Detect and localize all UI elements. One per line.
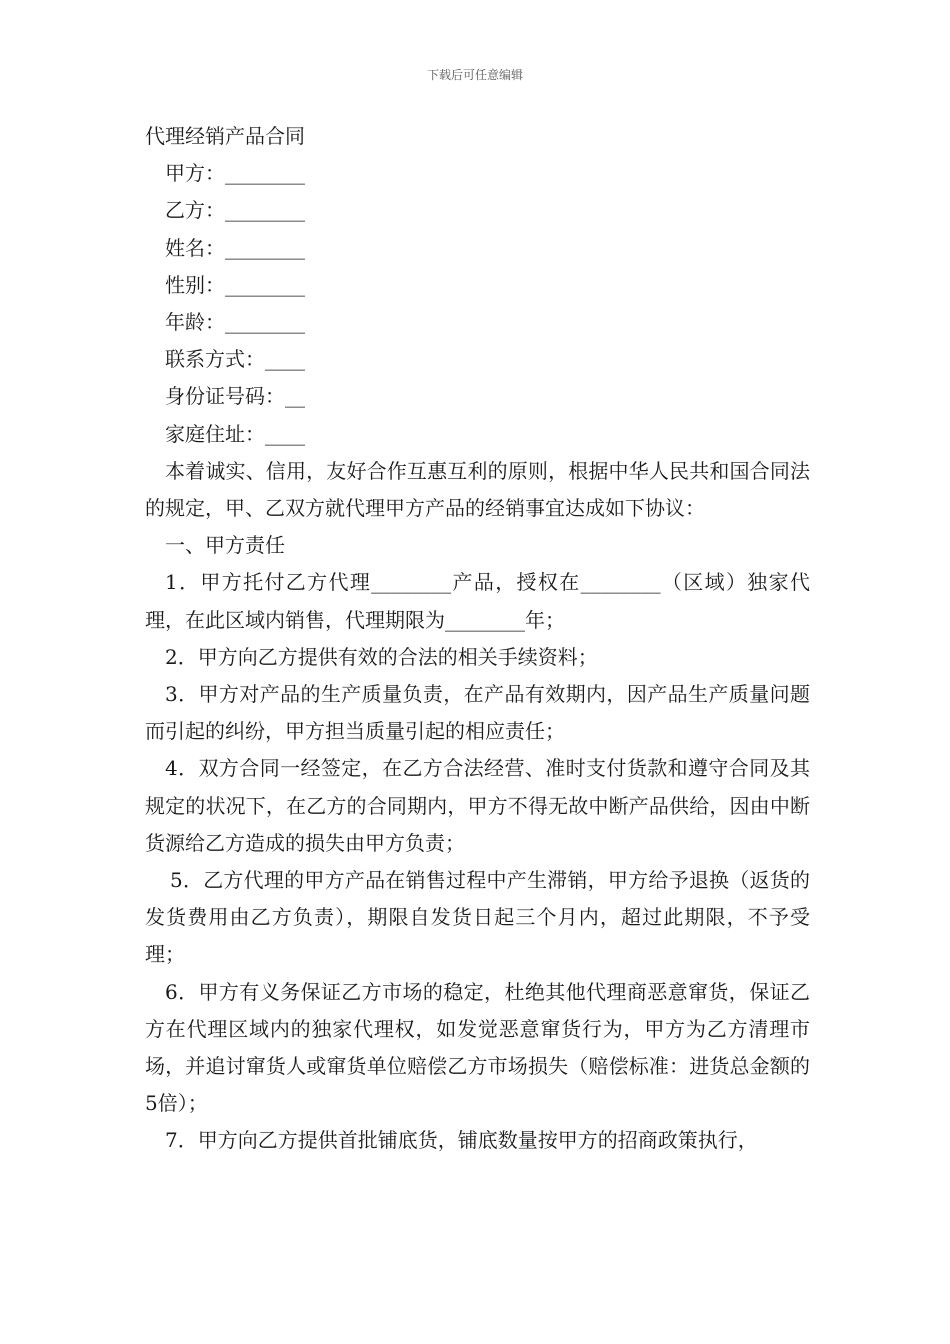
page-header-note: 下载后可任意编辑 xyxy=(426,68,523,82)
clause-7: 7．甲方向乙方提供首批铺底货，铺底数量按甲方的招商政策执行， xyxy=(165,1128,758,1153)
field-id-number: 身份证号码：__ xyxy=(165,384,305,409)
section-heading: 一、甲方责任 xyxy=(165,533,285,558)
field-gender: 性别：________ xyxy=(165,272,305,297)
clause-3: 3．甲方对产品的生产质量负责，在产品有效期内，因产品生产质量问题而引起的纠纷，甲方担当质量引起的相应责任； xyxy=(145,682,810,744)
field-name: 姓名：________ xyxy=(165,235,305,260)
contract-document xyxy=(145,118,810,1160)
field-party-a: 甲方：________ xyxy=(165,161,305,186)
clause-1: 1．甲方托付乙方代理________产品，授权在________（区域）独家代理，在此区域内销售，代理期限为________年； xyxy=(145,570,810,632)
field-party-b: 乙方：________ xyxy=(165,198,305,223)
document-title: 代理经销产品合同 xyxy=(145,124,305,148)
field-age: 年龄：________ xyxy=(165,310,305,335)
field-contact: 联系方式：____ xyxy=(165,347,305,372)
clause-2: 2．甲方向乙方提供有效的合法的相关手续资料； xyxy=(165,644,598,669)
preamble-paragraph: 本着诚实、信用，友好合作互惠互利的原则，根据中华人民共和国合同法的规定，甲、乙双方就代理甲方产品的经销事宜达成如下协议： xyxy=(145,458,810,521)
clause-5: 5．乙方代理的甲方产品在销售过程中产生滞销，甲方给予退换（返货的发货费用由乙方负责），期限自发货日起三个月内，超过此期限，不予受理； xyxy=(145,868,810,967)
clause-4: 4．双方合同一经签定，在乙方合法经营、准时支付货款和遵守合同及其规定的状况下，在乙方的合同期内，甲方不得无故中断产品供给，因由中断货源给乙方造成的损失由甲方负责； xyxy=(145,756,810,855)
clause-6: 6．甲方有义务保证乙方市场的稳定，杜绝其他代理商恶意窜货，保证乙方在代理区域内的独家代理权，如发觉恶意窜货行为，甲方为乙方清理市场，并追讨窜货人或窜货单位赔偿乙方市场损失（赔偿标准：进货总金额的5倍）； xyxy=(145,979,810,1116)
field-address: 家庭住址：____ xyxy=(165,421,305,446)
